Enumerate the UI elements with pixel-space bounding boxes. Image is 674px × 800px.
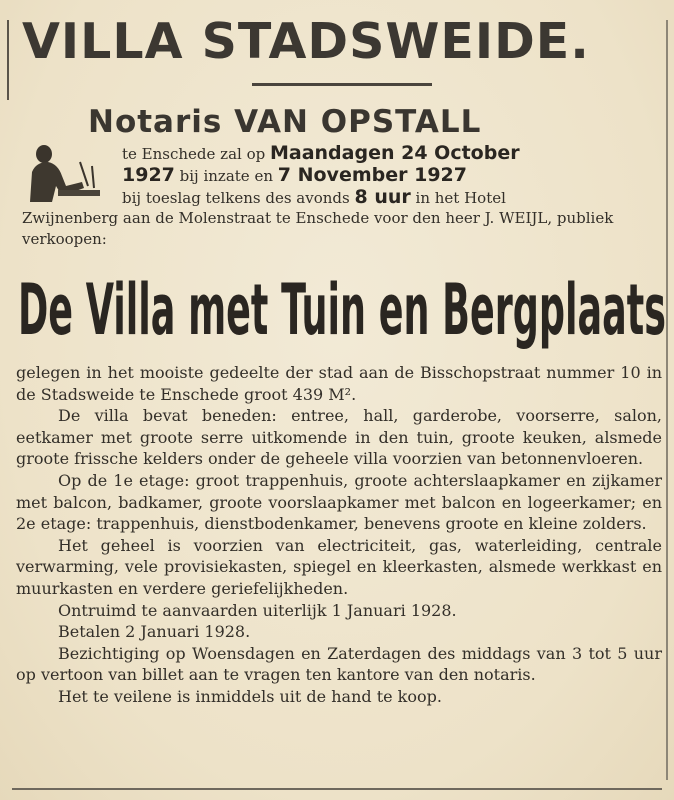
property-headline: De Villa met Tuin en Bergplaats xyxy=(18,269,666,351)
description-paragraph: gelegen in het mooiste gedeelte der stad aan de Bisschopstraat nummer 10 in de Stadsweide te Enschede groot 439 M². xyxy=(16,363,662,404)
left-border-rule xyxy=(7,20,9,100)
right-border-rule xyxy=(666,20,668,780)
description-paragraph: Ontruimd te aanvaarden uiterlijk 1 Januari 1928. xyxy=(58,600,457,620)
auction-location-text: Zwijnenberg aan de Molenstraat te Enschede voor den heer J. WEIJL, publiek verkoopen: xyxy=(22,209,614,248)
description-paragraph: Het te veilene is inmiddels uit de hand te koop. xyxy=(58,686,442,706)
description-paragraph: Betalen 2 Januari 1928. xyxy=(58,622,251,642)
auction-date-1: Maandagen 24 October xyxy=(269,142,520,164)
intro-text-1: te Enschede zal op xyxy=(122,145,270,163)
description-paragraph: Het geheel is voorzien van electriciteit, gas, waterleiding, centrale verwarming, vele provisiekasten, spiegel en kleerkasten, alsmede werkkast en muurkasten en verdere geriefelijkheden. xyxy=(16,535,662,598)
description-paragraph: Op de 1e etage: groot trappenhuis, groote achterslaapkamer en zijkamer met balcon, badkamer, groote voorslaapkamer met balcon en logeerkamer; en 2e etage: trappenhuis, dienstbodenkamer, benevens groote en kleine zolders. xyxy=(16,470,662,534)
auction-year-1: 1927 xyxy=(122,164,175,186)
intro-text-3: bij toeslag telkens des avonds xyxy=(122,189,355,207)
auction-announcement-intro xyxy=(122,143,662,209)
auction-date-2: 7 November 1927 xyxy=(277,164,467,186)
title-divider xyxy=(252,83,432,86)
page-title: VILLA STADSWEIDE. xyxy=(22,13,590,70)
intro-text-2: bij inzate en xyxy=(174,167,278,185)
writing-notary-icon xyxy=(22,142,102,204)
description-paragraph: Bezichtiging op Woensdagen en Zaterdagen des middags van 3 tot 5 uur op vertoon van billet aan te vragen ten kantore van den notaris. xyxy=(16,643,662,685)
intro-text-4: in het Hotel xyxy=(410,189,506,207)
bottom-divider xyxy=(12,788,662,790)
notary-heading: Notaris VAN OPSTALL xyxy=(88,104,482,140)
description-paragraph: De villa bevat beneden: entree, hall, garderobe, voorserre, salon, eetkamer met groote serre uitkomende in den tuin, groote keuken, alsmede groote frissche kelders onder de geheele villa voorzien van betonnenvloeren. xyxy=(16,406,662,469)
auction-time: 8 uur xyxy=(354,186,411,208)
property-description xyxy=(16,362,662,708)
